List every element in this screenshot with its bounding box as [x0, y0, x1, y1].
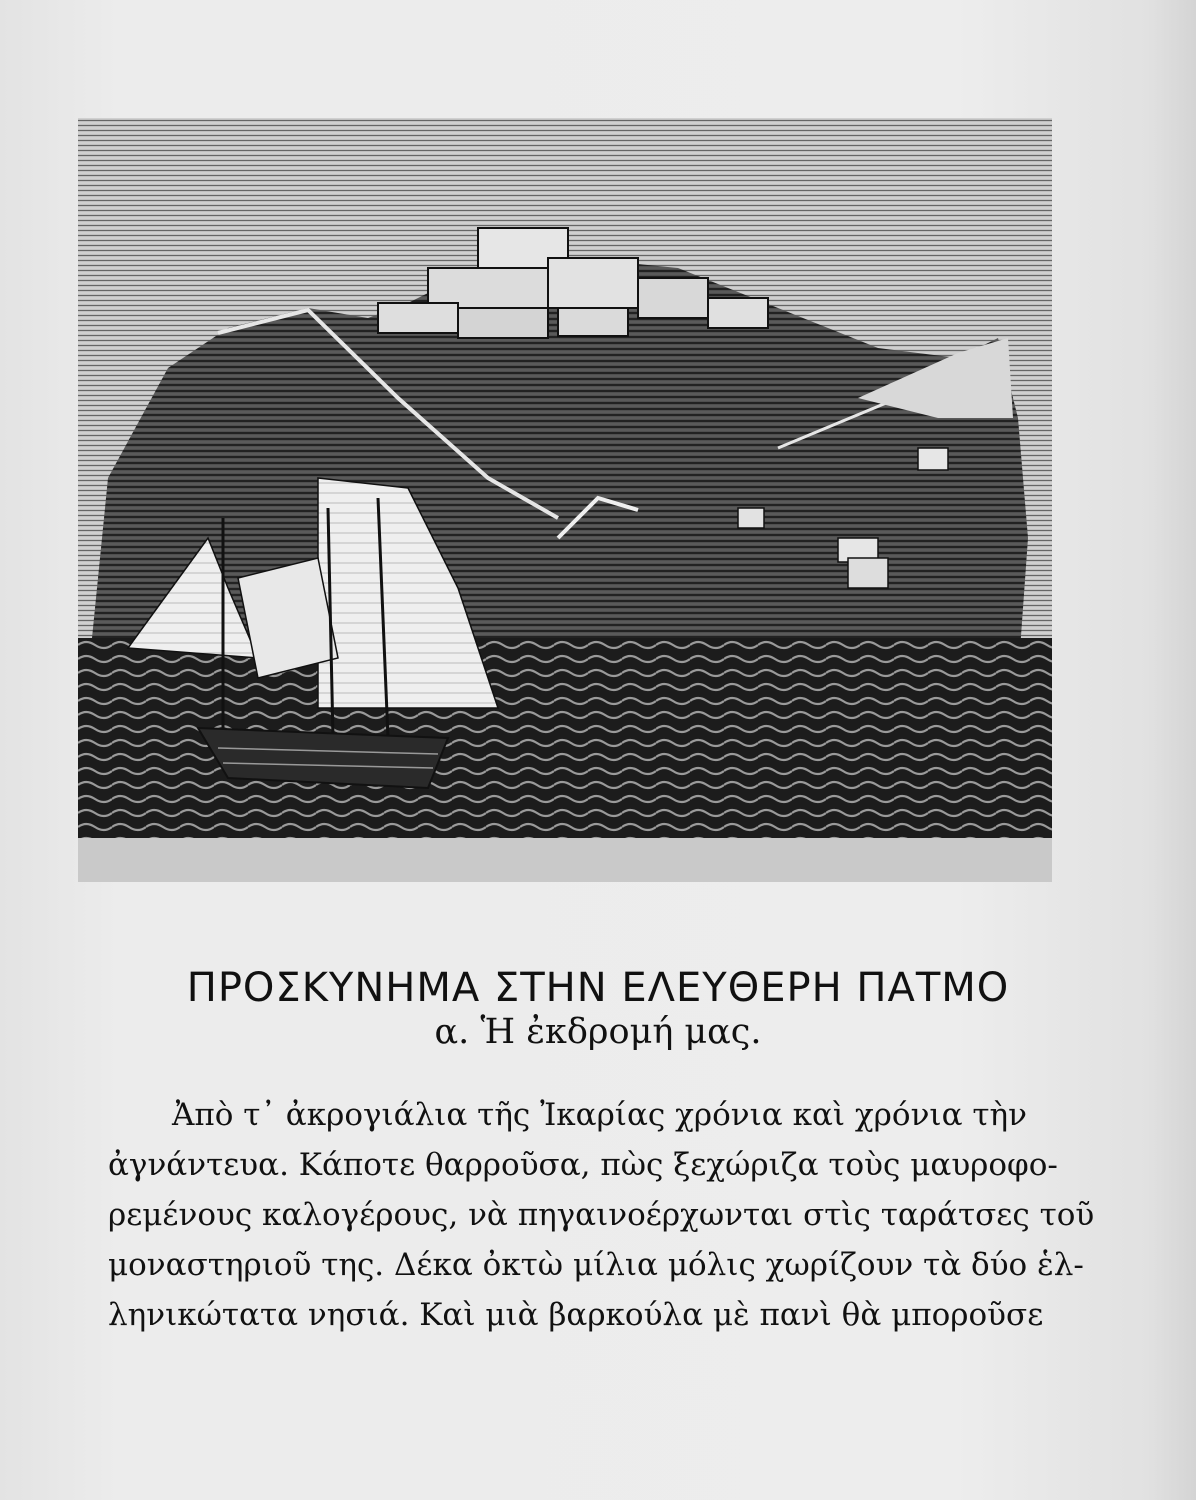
paragraph-line: ἀγνάντευα. Κάποτε θαρροῦσα, πὼς ξεχώριζα τοὺς μαυροφο- — [108, 1147, 1058, 1183]
paragraph-line: μοναστηριοῦ της. Δέκα ὀκτὼ μίλια μόλις χωρίζουν τὰ δύο ἑλ- — [108, 1247, 1084, 1283]
paragraph — [108, 1090, 1095, 1340]
engraving-svg — [78, 118, 1052, 882]
chapter-title: ΠΡΟΣΚΥΝΗΜΑ ΣΤΗΝ ΕΛΕΥΘΕΡΗ ΠΑΤΜΟ — [186, 964, 1010, 1011]
print-margin-bottom — [78, 838, 1052, 882]
paragraph-line: Ἀπὸ τ᾿ ἀκρογιάλια τῆς Ἰκαρίας χρόνια καὶ χρόνια τὴν — [172, 1097, 1027, 1133]
paragraph-line: ρεμένους καλογέρους, νὰ πηγαινοέρχωνται στὶς ταράτσες τοῦ — [108, 1197, 1095, 1233]
paragraph-line: ληνικώτατα νησιά. Καὶ μιὰ βαρκούλα μὲ πανὶ θὰ μποροῦσε — [108, 1297, 1044, 1333]
engraving-illustration — [78, 118, 1052, 882]
section-subtitle: α. Ἡ ἐκδρομή μας. — [434, 1012, 762, 1052]
